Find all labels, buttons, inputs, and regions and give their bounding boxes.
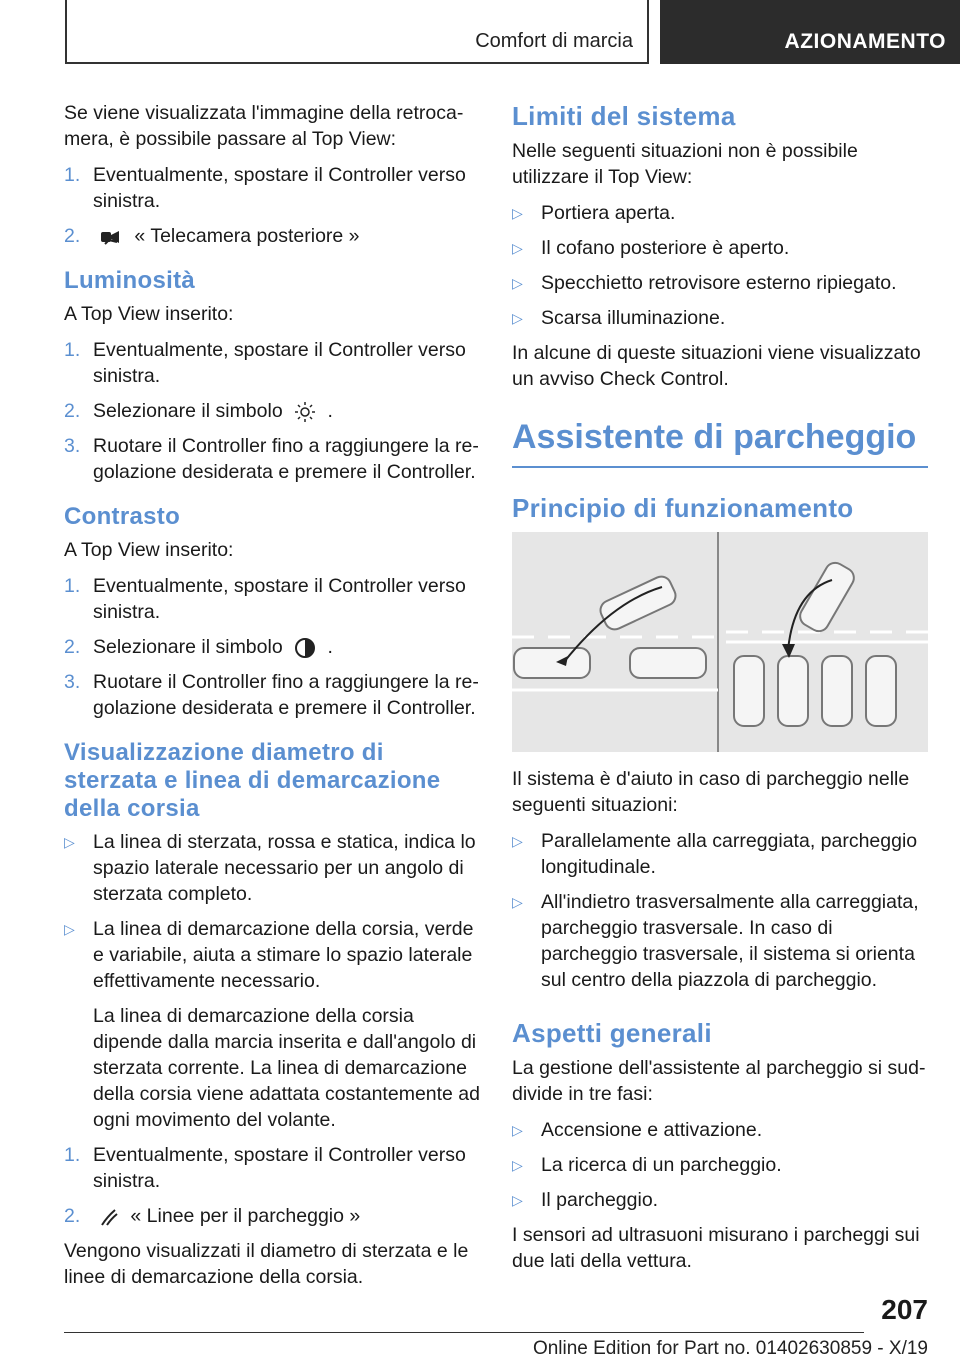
step-item xyxy=(64,669,480,721)
triangle-bullet-icon: ▷ xyxy=(512,1192,523,1208)
step-number: 2. xyxy=(64,225,81,247)
bullet-text: Il cofano posteriore è aperto. xyxy=(541,237,790,259)
bullet-text: Accensione e attivazione. xyxy=(541,1119,763,1141)
step-item xyxy=(64,1142,480,1194)
bullet-item xyxy=(512,1187,928,1213)
step-item xyxy=(64,223,480,249)
step-number: 1. xyxy=(64,339,81,361)
intro-paragraph: Se viene visualizzata l'immagine della retrocamera, è possibile passare al Top View: xyxy=(64,102,464,150)
step-text: Ruotare il Controller fino a raggiungere la regolazione desiderata e premere il Controller. xyxy=(93,435,479,483)
chapter-title: AZIONAMENTO xyxy=(784,30,946,53)
triangle-bullet-icon: ▷ xyxy=(512,275,523,291)
general-aspects-heading: Aspetti generali xyxy=(512,1018,712,1048)
bullet-item xyxy=(512,305,928,331)
step-text: Eventualmente, spostare il Controller verso sinistra. xyxy=(93,339,466,387)
limits-outro: In alcune di queste situazioni viene visualizzato un avviso Check Control. xyxy=(512,342,921,390)
bullet-item xyxy=(512,1152,928,1178)
triangle-bullet-icon: ▷ xyxy=(512,1122,523,1138)
bullet-item xyxy=(512,1117,928,1143)
bullet-text: Parallelamente alla carreggiata, parcheggio longitudinale. xyxy=(541,830,918,878)
step-end: . xyxy=(327,400,333,422)
bullet-item xyxy=(512,889,928,993)
triangle-bullet-icon: ▷ xyxy=(512,1157,523,1173)
step-number: 3. xyxy=(64,435,81,457)
triangle-bullet-icon: ▷ xyxy=(512,240,523,256)
step-number: 1. xyxy=(64,1144,81,1166)
step-text: Selezionare il simbolo xyxy=(93,636,283,658)
triangle-bullet-icon: ▷ xyxy=(64,834,75,850)
parking-assistant-heading: Assistente di parcheggio xyxy=(512,416,928,468)
bullet-text: Scarsa illuminazione. xyxy=(541,307,726,329)
bullet-item xyxy=(512,235,928,261)
bullet-text: La linea di demarcazione della corsia, verde e variabile, aiuta a stimare lo spazio laterale effettivamente necessario. xyxy=(93,918,474,992)
footer-divider xyxy=(64,1332,864,1333)
edition-note: Online Edition for Part no. 01402630859 - X/19 xyxy=(532,1338,928,1359)
bullet-item xyxy=(64,916,480,994)
step-text: Ruotare il Controller fino a raggiungere la regolazione desiderata e premere il Controller. xyxy=(93,671,479,719)
triangle-bullet-icon: ▷ xyxy=(512,894,523,910)
bullet-item xyxy=(512,270,928,296)
parking-lines-icon xyxy=(99,1207,119,1227)
step-text: Eventualmente, spostare il Controller verso sinistra. xyxy=(93,1144,466,1192)
step-item xyxy=(64,573,480,625)
bullet-text: Specchietto retrovisore esterno ripiegato. xyxy=(541,272,897,294)
step-item xyxy=(64,398,480,424)
contrast-icon xyxy=(294,637,316,659)
bullet-text: All'indietro trasversalmente alla carreggiata, parcheggio trasversale. In caso di parcheggio trasversale, il sistema si orienta sul centro della piazzola di parcheggio. xyxy=(541,891,919,991)
bullet-text: Il parcheggio. xyxy=(541,1189,659,1211)
header-section-box xyxy=(65,0,649,64)
step-number: 1. xyxy=(64,164,81,186)
triangle-bullet-icon: ▷ xyxy=(512,833,523,849)
luminosity-heading: Luminosità xyxy=(64,267,196,294)
step-text: « Telecamera posteriore » xyxy=(134,225,360,247)
contrast-intro: A Top View inserito: xyxy=(64,539,234,561)
step-item xyxy=(64,634,480,660)
right-column xyxy=(512,100,928,1284)
bullet-item xyxy=(64,829,480,907)
principle-text: Il sistema è d'aiuto in caso di parcheggio nelle seguenti situazioni: xyxy=(512,768,910,816)
step-number: 2. xyxy=(64,400,81,422)
bullet-continuation: La linea di demarcazione della corsia dipende dalla marcia inserita e dall'angolo di sterzata corrente. La linea di demarcazione della corsia viene adattata costantemente ad ogni movimento del volante. xyxy=(93,1005,481,1131)
step-number: 2. xyxy=(64,636,81,658)
step-number: 3. xyxy=(64,671,81,693)
visualization-outro: Vengono visualizzati il diametro di sterzata e le linee di demarcazione della corsia. xyxy=(64,1240,469,1288)
luminosity-intro: A Top View inserito: xyxy=(64,303,234,325)
step-number: 1. xyxy=(64,575,81,597)
step-item xyxy=(64,337,480,389)
brightness-icon xyxy=(294,401,316,423)
step-end: . xyxy=(327,636,333,658)
contrast-heading: Contrasto xyxy=(64,503,181,530)
limits-intro: Nelle seguenti situazioni non è possibile utilizzare il Top View: xyxy=(512,140,858,188)
general-aspects-outro: I sensori ad ultrasuoni misurano i parcheggi sui due lati della vettura. xyxy=(512,1224,920,1272)
step-text: Selezionare il simbolo xyxy=(93,400,283,422)
bullet-item xyxy=(512,828,928,880)
rear-camera-icon xyxy=(99,228,123,246)
general-aspects-text: La gestione dell'assistente al parcheggio si suddivide in tre fasi: xyxy=(512,1057,926,1105)
step-item xyxy=(64,162,480,214)
bullet-text: Portiera aperta. xyxy=(541,202,676,224)
triangle-bullet-icon: ▷ xyxy=(64,921,75,937)
step-item xyxy=(64,1203,480,1229)
limits-heading: Limiti del sistema xyxy=(512,101,736,131)
section-title: Comfort di marcia xyxy=(475,30,633,52)
header-chapter-box xyxy=(660,0,960,64)
bullet-text: La linea di sterzata, rossa e statica, indica lo spazio laterale necessario per un angolo di sterzata completo. xyxy=(93,831,476,905)
parking-diagram xyxy=(512,532,928,752)
triangle-bullet-icon: ▷ xyxy=(512,205,523,221)
visualization-heading: Visualizzazione diametro di sterzata e linea di demarcazione della corsia xyxy=(64,739,441,822)
parking-illustration xyxy=(512,532,928,752)
step-text: « Linee per il parcheggio » xyxy=(130,1205,361,1227)
step-item xyxy=(64,433,480,485)
principle-heading: Principio di funzionamento xyxy=(512,493,854,523)
step-text: Eventualmente, spostare il Controller verso sinistra. xyxy=(93,575,466,623)
page-number: 207 xyxy=(881,1294,928,1325)
step-number: 2. xyxy=(64,1205,81,1227)
left-column xyxy=(64,100,480,1300)
triangle-bullet-icon: ▷ xyxy=(512,310,523,326)
step-text: Eventualmente, spostare il Controller verso sinistra. xyxy=(93,164,466,212)
bullet-item xyxy=(512,200,928,226)
bullet-text: La ricerca di un parcheggio. xyxy=(541,1154,782,1176)
